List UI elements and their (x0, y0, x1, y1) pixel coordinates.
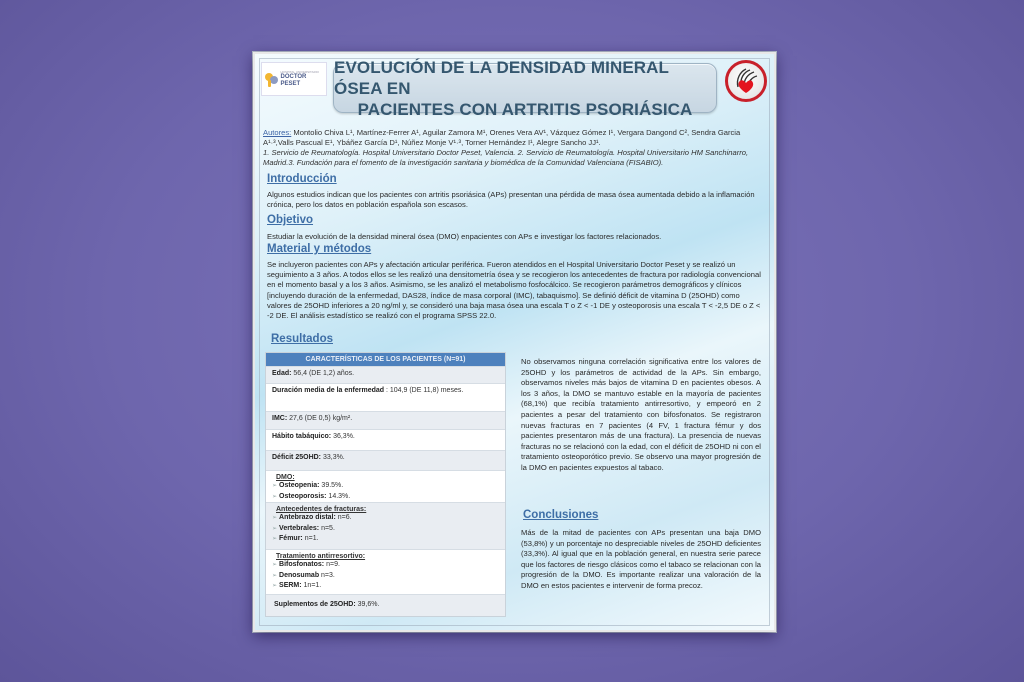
list-item: ➢ Osteopenia: 39.5%. (272, 482, 344, 489)
section-text-metodos: Se incluyeron pacientes con APs y afectación articular periférica. Fueron atendidos en el Hospital Universitario Doctor Peset y se realizó un seguimiento a 3 años. A todos ellos se les realizó una densitometría ósea y se recogieron los antecedentes de fractura por radiología convencional en el momento basal y a los 3 años. Asimismo, se les analizó el metabolismo fosfocálcico. Se recogieron parámetros demográficos y clínicos [incluyendo duración de la enfermedad, DAS28, índice de masa corporal (IMC), tabaquismo]. Se definió déficit de vitamina D (25OHD) como valores de 25OHD inferiores a 20 ng/ml y, se consideró una baja masa ósea una escala T o Z < -1 DE y osteoporosis una escala T < -2,5 DE o Z < -2 DE. El análisis estadístico se realizó con el programa SPSS 22.0. (267, 260, 761, 321)
list-item: ➢ Fémur: n=1. (272, 535, 319, 542)
hospital-logo (261, 62, 327, 96)
authors-label: Autores: (263, 128, 292, 137)
list-item: ➢ SERM: 1n=1. (272, 582, 322, 589)
list-item: ➢ Bifosfonatos: n=9. (272, 561, 340, 568)
table-row-fracturas: Antecedentes de fracturas: ➢ Antebrazo distal: n=6. ➢ Vertebrales: n=5. ➢ Fémur: n=1. (266, 502, 505, 549)
hospital-logo-name: DOCTOR PESET (280, 74, 307, 87)
section-heading-conclusiones: Conclusiones (523, 509, 599, 521)
section-text-conclusiones: Más de la mitad de pacientes con APs presentan una baja DMO (53,8%) y un porcentaje no despreciable niveles de 25OHD deficientes (33,3%). Al igual que en la población general, en nuestra serie parece que los factores de riesgo clásicos como el tabaco se relacionan con la progresión de la DMO. Es importante realizar una valoración de la DMO en estos pacientes e intervenir de forma precoz. (521, 528, 761, 590)
table-row-deficit: Déficit 25OHD: 33,3%. (266, 450, 505, 470)
list-item: ➢ Osteoporosis: 14.3%. (272, 492, 351, 500)
arrow-bullet-icon: ➢ (272, 572, 278, 579)
arrow-bullet-icon: ➢ (272, 536, 278, 542)
arrow-bullet-icon: ➢ (272, 515, 278, 521)
authors-block (263, 128, 763, 168)
section-text-resultados: No observamos ninguna correlación significativa entre los valores de 25OHD y los parámetros de actividad de la APs. Sin embargo, observamos niveles más bajos de vitamina D en pacientes obesos. A los 3 años, la DMO se mantuvo estable en la mayoría de pacientes (68,1%) que recibía tratamiento antirresortivo, y empeoró en 2 pacientes a pesar del tratamiento con bifosfonatos. Se registraron nuevas fracturas en 7 pacientes (4 FV, 1 fractura fémur y dos pacientes presentaron más de una fractura). La presencia de nuevas fracturas no se relacionó con la edad, con el déficit de 25OHD ni con el tratamiento osteoporótico previo. Se observo una mayor progresión de la DMO en pacientes expuestos al tabaco. (521, 357, 761, 472)
table-header: CARACTERÍSTICAS DE LOS PACIENTES (N=91) (266, 353, 505, 366)
arrow-bullet-icon: ➢ (272, 483, 278, 489)
arrow-bullet-icon: ➢ (272, 562, 278, 568)
table-row-duracion: Duración media de la enfermedad : 104,9 (DE 11,8) meses. (266, 383, 505, 411)
list-item: ➢ Vertebrales: n=5. (272, 524, 335, 532)
arrow-bullet-icon: ➢ (272, 493, 278, 500)
section-text-introduccion: Algunos estudios indican que los pacientes con artritis psoriásica (APs) presentan una pérdida de masa ósea aumentada debido a la inflamación crónica, pero los datos en población española son escasos. (267, 190, 755, 210)
title-line-2: PACIENTES CON ARTRITIS PSORIÁSICA (357, 99, 693, 119)
table-row-tratamiento: Tratamiento antirresortivo: ➢ Bifosfonatos: n=9. ➢ Denosumab n=3. ➢ SERM: 1n=1. (266, 549, 505, 594)
section-heading-metodos: Material y métodos (267, 243, 372, 255)
section-heading-objetivo: Objetivo (267, 214, 314, 226)
arrow-bullet-icon: ➢ (272, 583, 278, 589)
title-line-1: EVOLUCIÓN DE LA DENSIDAD MINERAL ÓSEA EN (334, 57, 669, 98)
table-row-edad: Edad: 56,4 (DE 1,2) años. (266, 366, 505, 383)
table-row-suplementos: Suplementos de 25OHD: 39,6%. (266, 594, 505, 616)
authors-list: Montolio Chiva L¹, Martínez-Ferrer A¹, Aguilar Zamora M¹, Orenes Vera AV¹, Vázquez Gómez I¹, Vergara Dangond C², Sendra Garcia A¹·³,Valls Pascual E¹, Ybáñez García D¹, Núñez Monje V¹·³, Torner Hernández I¹, Alegre Sancho JJ¹. (263, 128, 741, 147)
table-row-tabaco: Hábito tabáquico: 36,3%. (266, 429, 505, 450)
hospital-logo-subtitle: HOSPITAL UNIVERSITARIO (280, 70, 319, 74)
poster-title (333, 57, 717, 119)
section-heading-resultados: Resultados (271, 333, 333, 345)
table-row-dmo: DMO: ➢ Osteopenia: 39.5%. ➢ Osteoporosis: 14.3%. (266, 470, 505, 502)
arrow-bullet-icon: ➢ (272, 525, 278, 532)
heart-hand-logo-icon (725, 60, 767, 102)
section-text-objetivo: Estudiar la evolución de la densidad mineral ósea (DMO) enpacientes con APs e investigar los factores relacionados. (267, 232, 662, 241)
patient-characteristics-table (265, 352, 506, 617)
poster (253, 52, 776, 632)
section-heading-introduccion: Introducción (267, 173, 337, 185)
list-item: ➢ Antebrazo distal: n=6. (272, 514, 352, 521)
hospital-logo-icon (265, 71, 278, 87)
table-row-imc: IMC: 27,6 (DE 0,5) kg/m². (266, 411, 505, 429)
affiliations: 1. Servicio de Reumatología. Hospital Universitario Doctor Peset, Valencia. 2. Servicio de Reumatología. Hospital Universitario HM Sanchinarro, Madrid.3. Fundación para el fomento de la investigación sanitaria y biomédica de la Comunidad Valenciana (FISABIO). (263, 148, 749, 167)
list-item: ➢ Denosumab n=3. (272, 571, 335, 579)
